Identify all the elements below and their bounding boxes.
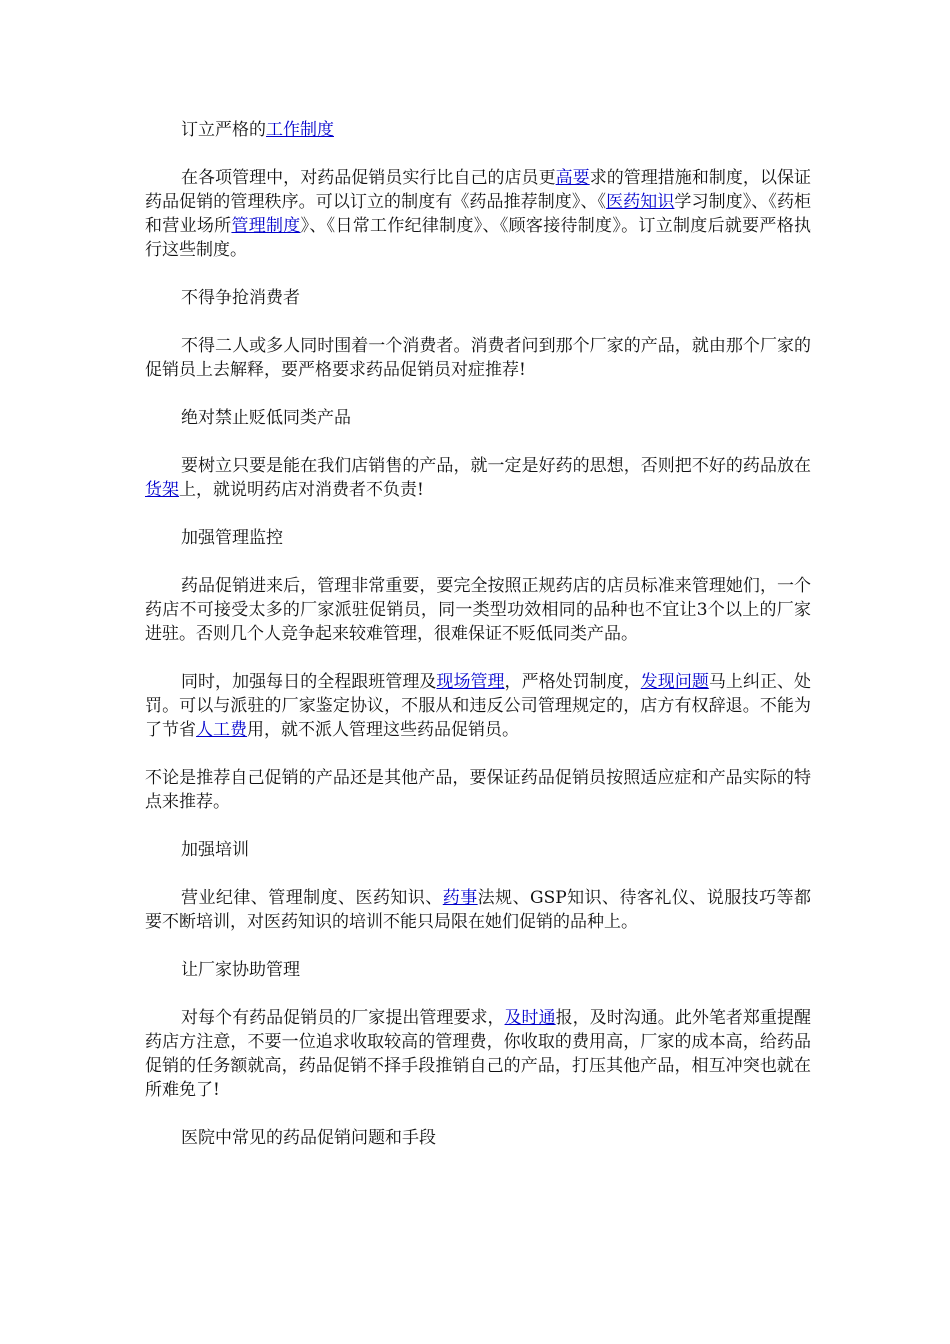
text-segment: 加强培训: [181, 840, 249, 860]
body-paragraph: [145, 334, 811, 382]
text-segment: 在各项管理中，对药品促销员实行比自己的店员更: [181, 168, 556, 188]
text-segment: 要树立只要是能在我们店销售的产品，就一定是好药的思想，否则把不好的药品放在: [181, 456, 811, 476]
text-segment: 不论是推荐自己促销的产品还是其他产品，要保证药品促销员按照适应症和产品实际的特点来推荐。: [145, 768, 811, 812]
body-paragraph: [145, 670, 811, 742]
keyword-link[interactable]: 货架: [145, 480, 179, 500]
keyword-link[interactable]: 人工费: [196, 720, 247, 740]
keyword-link[interactable]: 工作制度: [266, 120, 334, 140]
text-segment: 求的管理措施和制度，以保证药品促销的管理秩序。可以订立的制度有《药品推荐制度》、《: [145, 168, 812, 212]
section-heading: [145, 958, 811, 982]
section-heading: [145, 118, 811, 142]
section-heading: [145, 286, 811, 310]
body-paragraph: [145, 454, 811, 502]
text-segment: 同时，加强每日的全程跟班管理及: [181, 672, 437, 692]
paragraph-spacer: [145, 1102, 811, 1126]
keyword-link[interactable]: 医药知识: [606, 192, 675, 212]
section-heading: [145, 526, 811, 550]
text-segment: 对每个有药品促销员的厂家提出管理要求，: [181, 1008, 505, 1028]
section-heading: [145, 838, 811, 862]
text-segment: 加强管理监控: [181, 528, 283, 548]
text-segment: 营业纪律、管理制度、医药知识、: [181, 888, 443, 908]
paragraph-spacer: [145, 862, 811, 886]
body-paragraph: [145, 766, 811, 814]
keyword-link[interactable]: 发现问题: [640, 672, 709, 692]
section-heading: [145, 406, 811, 430]
text-segment: 法规、GSP知识、待客礼仪、说服技巧等都要不断培训，对医药知识的培训不能只局限在她们促销的品种上。: [145, 888, 811, 932]
paragraph-spacer: [145, 982, 811, 1006]
keyword-link[interactable]: 管理制度: [231, 216, 301, 236]
paragraph-spacer: [145, 742, 811, 766]
text-segment: 不得二人或多人同时围着一个消费者。消费者问到那个厂家的产品，就由那个厂家的促销员上去解释，要严格要求药品促销员对症推荐!: [145, 336, 811, 380]
text-segment: 药品促销进来后，管理非常重要，要完全按照正规药店的店员标准来管理她们，一个药店不可接受太多的厂家派驻促销员，同一类型功效相同的品种也不宜让3个以上的厂家进驻。否则几个人竞争起来较难管理，很难保证不贬低同类产品。: [145, 576, 811, 644]
paragraph-spacer: [145, 310, 811, 334]
paragraph-spacer: [145, 814, 811, 838]
paragraph-spacer: [145, 934, 811, 958]
keyword-link[interactable]: 高要: [555, 168, 590, 188]
text-segment: 不得争抢消费者: [181, 288, 300, 308]
body-paragraph: [145, 574, 811, 646]
paragraph-spacer: [145, 262, 811, 286]
keyword-link[interactable]: 及时通: [504, 1008, 556, 1028]
body-paragraph: [145, 166, 811, 262]
text-segment: 绝对禁止贬低同类产品: [181, 408, 351, 428]
paragraph-spacer: [145, 550, 811, 574]
text-segment: 上，就说明药店对消费者不负责!: [179, 480, 424, 500]
text-segment: 》、《日常工作纪律制度》、《顾客接待制度》。订立制度后就要严格执行这些制度。: [145, 216, 812, 260]
paragraph-spacer: [145, 382, 811, 406]
keyword-link[interactable]: 药事: [442, 888, 478, 908]
text-segment: 医院中常见的药品促销问题和手段: [181, 1128, 436, 1148]
text-segment: 用，就不派人管理这些药品促销员。: [247, 720, 519, 740]
text-segment: 订立严格的: [181, 120, 266, 140]
document-page: [145, 118, 811, 1150]
paragraph-spacer: [145, 502, 811, 526]
body-paragraph: [145, 1006, 811, 1102]
paragraph-spacer: [145, 430, 811, 454]
text-segment: 报，及时沟通。此外笔者郑重提醒药店方注意，不要一位追求收取较高的管理费，你收取的费用高，厂家的成本高，给药品促销的任务额就高，药品促销不择手段推销自己的产品，打压其他产品，相互冲突也就在所难免了!: [145, 1008, 812, 1100]
section-heading: [145, 1126, 811, 1150]
paragraph-spacer: [145, 142, 811, 166]
text-segment: 学习制度》、《药柜和营业场所: [145, 192, 812, 236]
keyword-link[interactable]: 现场管理: [436, 672, 505, 692]
paragraph-spacer: [145, 646, 811, 670]
text-segment: 马上纠正、处罚。可以与派驻的厂家鉴定协议，不服从和违反公司管理规定的，店方有权辞退。不能为了节省: [145, 672, 812, 740]
text-segment: 让厂家协助管理: [181, 960, 300, 980]
text-segment: ，严格处罚制度，: [504, 672, 641, 692]
body-paragraph: [145, 886, 811, 934]
